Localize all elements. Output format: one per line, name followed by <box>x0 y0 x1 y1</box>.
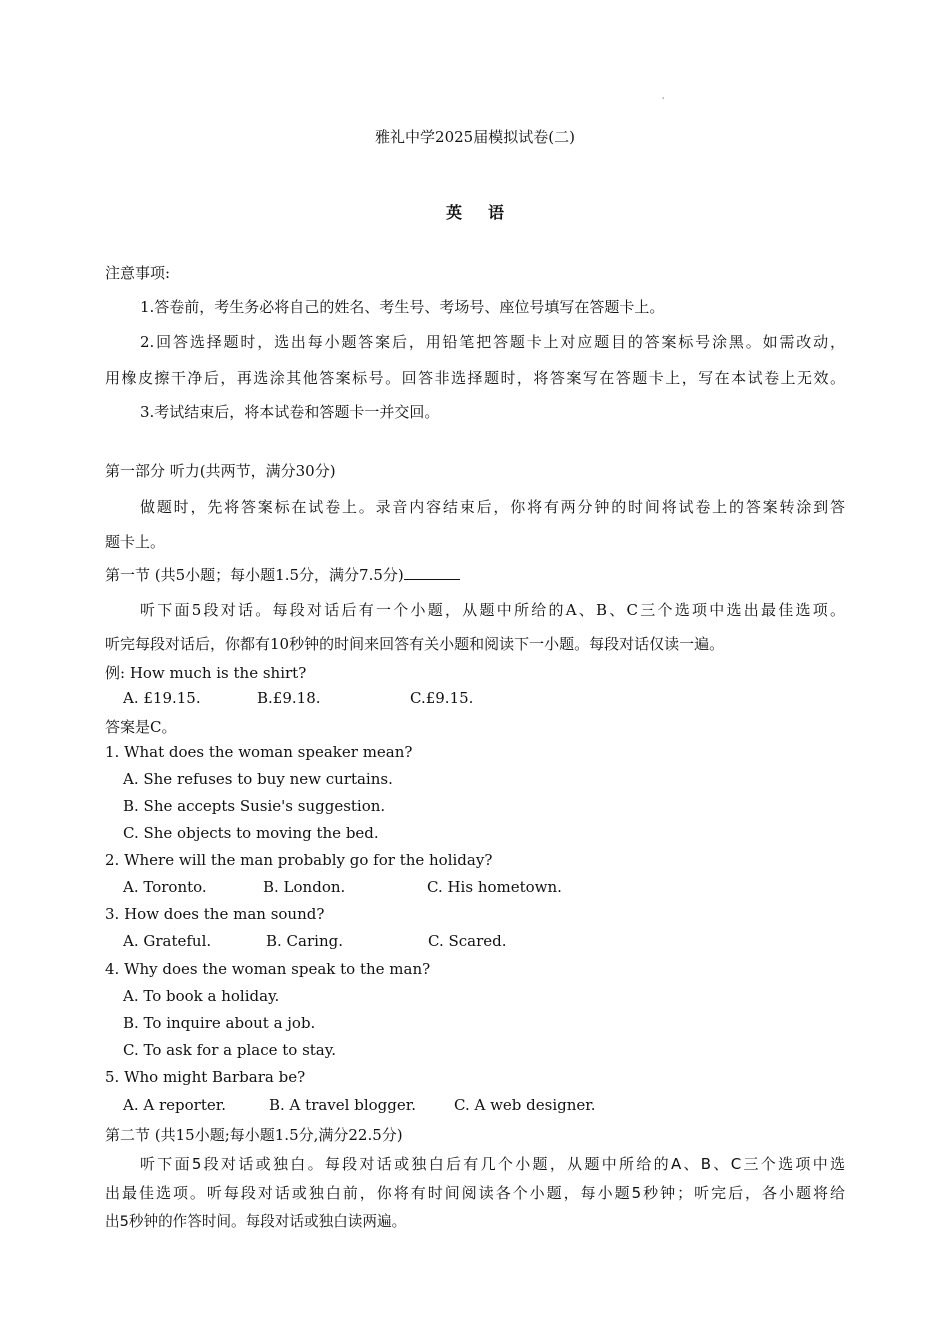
section1-instr-line2: 听完每段对话后，你都有10秒钟的时间来回答有关小题和阅读下一小题。每段对话仅读一遍。 <box>105 635 725 653</box>
example-option-b: B.£9.18. <box>257 689 321 707</box>
section2-heading: 第二节 (共15小题;每小题1.5分,满分22.5分) <box>105 1126 403 1144</box>
question-5: 5. Who might Barbara be? <box>105 1068 306 1086</box>
example-option-c: C.£9.15. <box>410 689 474 707</box>
question-4-option-a: A. To book a holiday. <box>123 987 280 1005</box>
section2-instr-line1: 听下面5段对话或独白。每段对话或独白后有几个小题，从题中所给的A、B、C三个选项中选 <box>140 1155 845 1173</box>
question-2-option-a: A. Toronto. <box>123 878 207 896</box>
part1-heading: 第一部分 听力(共两节，满分30分) <box>105 462 336 480</box>
section1-heading-text: 第一节 (共5小题；每小题1.5分，满分7.5分) <box>105 566 404 584</box>
question-2: 2. Where will the man probably go for the holiday? <box>105 851 493 869</box>
question-1-option-b: B. She accepts Susie's suggestion. <box>123 797 386 815</box>
question-1-option-c: C. She objects to moving the bed. <box>123 824 379 842</box>
question-4: 4. Why does the woman speak to the man? <box>105 960 431 978</box>
question-3-option-b: B. Caring. <box>266 932 343 950</box>
question-3-option-a: A. Grateful. <box>123 932 212 950</box>
notice-item-2-cont: 用橡皮擦干净后，再选涂其他答案标号。回答非选择题时，将答案写在答题卡上，写在本试卷上无效。 <box>105 369 845 387</box>
notice-item-2: 2.回答选择题时，选出每小题答案后，用铅笔把答题卡上对应题目的答案标号涂黑。如需改动， <box>140 333 845 351</box>
section1-instr-line1: 听下面5段对话。每段对话后有一个小题，从题中所给的A、B、C三个选项中选出最佳选项。 <box>140 601 845 619</box>
section1-heading <box>105 564 460 585</box>
question-4-option-c: C. To ask for a place to stay. <box>123 1041 336 1059</box>
part1-intro-line1: 做题时，先将答案标在试卷上。录音内容结束后，你将有两分钟的时间将试卷上的答案转涂到答 <box>140 498 845 516</box>
notice-item-3: 3.考试结束后，将本试卷和答题卡一并交回。 <box>140 403 440 421</box>
question-2-option-c: C. His hometown. <box>427 878 562 896</box>
notice-item-1: 1.答卷前，考生务必将自己的姓名、考生号、考场号、座位号填写在答题卡上。 <box>140 298 665 316</box>
part1-intro-line2: 题卡上。 <box>105 533 166 551</box>
question-1-option-a: A. She refuses to buy new curtains. <box>123 770 393 788</box>
question-2-option-b: B. London. <box>263 878 346 896</box>
question-4-option-b: B. To inquire about a job. <box>123 1014 316 1032</box>
stray-mark: ' <box>662 96 665 105</box>
question-3: 3. How does the man sound? <box>105 905 325 923</box>
question-5-option-c: C. A web designer. <box>454 1096 596 1114</box>
example-option-a: A. £19.15. <box>123 689 201 707</box>
section2-instr-line3: 出5秒钟的作答时间。每段对话或独白读两遍。 <box>105 1213 407 1230</box>
notice-heading: 注意事项: <box>105 264 171 282</box>
question-1: 1. What does the woman speaker mean? <box>105 743 413 761</box>
question-3-option-c: C. Scared. <box>428 932 507 950</box>
exam-title: 雅礼中学2025届模拟试卷(二) <box>375 128 575 146</box>
section2-instr-line2: 出最佳选项。听每段对话或独白前，你将有时间阅读各个小题，每小题5秒钟；听完后，各小题将给 <box>105 1184 845 1202</box>
section1-underline <box>404 567 460 580</box>
example-answer: 答案是C。 <box>105 718 177 736</box>
example-question: 例: How much is the shirt? <box>105 664 307 682</box>
question-5-option-a: A. A reporter. <box>123 1096 227 1114</box>
subject-heading: 英语 <box>445 203 530 222</box>
question-5-option-b: B. A travel blogger. <box>269 1096 417 1114</box>
